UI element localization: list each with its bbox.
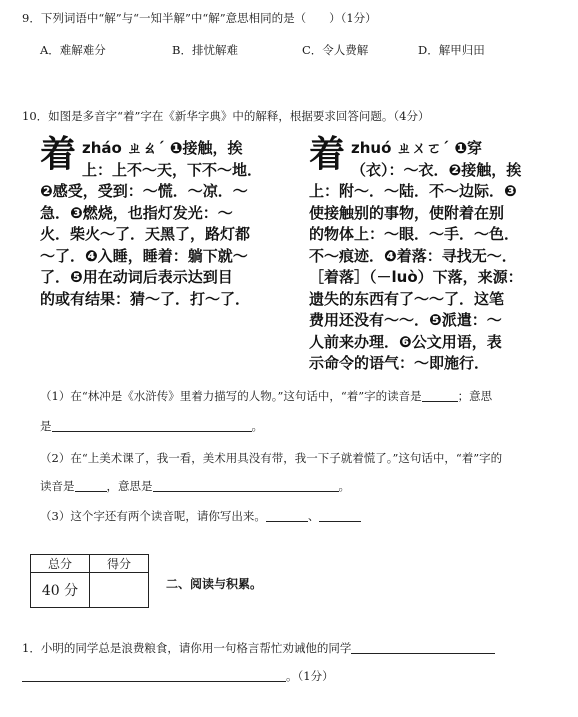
dict-line: ❷感受，受到：～慌．～凉．～ (40, 182, 248, 200)
option-a: A．难解难分 (40, 43, 106, 57)
sub-question-1-text-d: 。 (251, 419, 263, 433)
dict-line: 上：上不～天，下不～地． (82, 160, 263, 179)
sub-question-2-text-c: ，意思是 (106, 479, 153, 493)
sub-question-2-text-d: 。 (338, 479, 350, 493)
dict-line: 急．❸燃烧，也指灯发光：～ (40, 203, 233, 222)
earned-score-cell[interactable] (90, 573, 149, 608)
question-9-stem: 9．下列词语中“解”与“一知半解”中“解”意思相同的是（ ）（1分） (22, 11, 377, 25)
sub-question-2-text-b: 读音是 (40, 479, 75, 493)
section2-question-1-line2 (22, 668, 334, 684)
headword: 着 (40, 133, 77, 175)
dict-line: 示命令的语气：～即施行． (309, 354, 490, 372)
dict-line: 上：附～．～陆．不～边际．❸ (309, 182, 517, 200)
option-b: B．排忧解难 (172, 43, 238, 57)
answer-blank[interactable] (319, 509, 361, 522)
sub-question-1-text-c: 是 (40, 419, 52, 433)
answer-blank[interactable] (75, 479, 107, 492)
dict-line: zháo ㄓㄠˊ ❶接触，挨 (82, 139, 243, 157)
answer-blank[interactable] (422, 389, 458, 402)
sub-question-1-text: （1）在“林冲是《水浒传》里着力描写的人物。”这句话中，“着”字的读音是 (40, 389, 422, 403)
answer-blank[interactable] (153, 479, 339, 492)
answer-blank[interactable] (52, 419, 252, 432)
total-score-value: 40 分 (31, 573, 90, 608)
sub-question-1 (40, 388, 492, 404)
headword: 着 (309, 133, 346, 175)
dict-line: 火．柴火～了．天黑了，路灯都 (40, 225, 251, 243)
dict-line: 遗失的东西有了～～了．这笔 (309, 289, 505, 308)
answer-blank[interactable] (266, 509, 308, 522)
question-10-stem: 10．如图是多音字“着”字在《新华字典》中的解释，根据要求回答问题。（4分） (22, 109, 430, 123)
dict-line: zhuó ㄓㄨㄛˊ ❶穿 (351, 139, 483, 157)
dict-line: ［着落］（－luò）下落，来源： (309, 268, 523, 286)
question-1-text-b: 。（1分） (286, 669, 334, 683)
dictionary-entry-zhuo (309, 133, 544, 375)
dict-line: 人前来办理．❻公文用语，表 (309, 332, 502, 351)
earned-score-label: 得分 (90, 555, 149, 573)
section2-question-1 (22, 640, 495, 656)
score-box (30, 554, 149, 608)
sub-question-2: （2）在“上美术课了，我一看，美术用具没有带，我一下子就着慌了。”这句话中，“着”字的 (40, 451, 503, 465)
dict-line: 了．❺用在动词后表示达到目 (40, 268, 233, 286)
dict-line: （衣）：～衣．❷接触，挨 (351, 160, 522, 179)
option-c: C．令人费解 (302, 43, 369, 57)
dict-line: 使接触别的事物，使附着在别 (309, 203, 505, 222)
sub-question-1-line2 (40, 418, 263, 434)
dict-line: 不～痕迹．❹着落：寻找无～． (309, 246, 517, 265)
dictionary-entry-zhao (40, 133, 280, 310)
dict-line: 的或有结果：猜～了．打～了． (40, 289, 251, 308)
dict-line: ～了．❹入睡，睡着：躺下就～ (40, 246, 248, 265)
question-1-text: 1．小明的同学总是浪费粮食，请你用一句格言帮忙劝诫他的同学 (22, 641, 352, 655)
sub-question-3-separator: 、 (307, 509, 320, 523)
sub-question-2-line2 (40, 478, 350, 494)
option-d: D．解甲归田 (418, 43, 485, 57)
sub-question-3 (40, 508, 361, 524)
sub-question-1-text-b: ；意思 (457, 389, 493, 403)
total-score-label: 总分 (31, 555, 90, 573)
answer-blank[interactable] (351, 641, 495, 654)
section-heading: 二、阅读与积累。 (166, 577, 263, 591)
dict-line: 的物体上：～眼．～手．～色． (309, 225, 520, 243)
sub-question-3-text: （3）这个字还有两个读音呢，请你写出来。 (40, 509, 266, 523)
dict-line: 费用还没有～～．❺派遣：～ (309, 311, 502, 329)
answer-blank[interactable] (22, 669, 286, 682)
